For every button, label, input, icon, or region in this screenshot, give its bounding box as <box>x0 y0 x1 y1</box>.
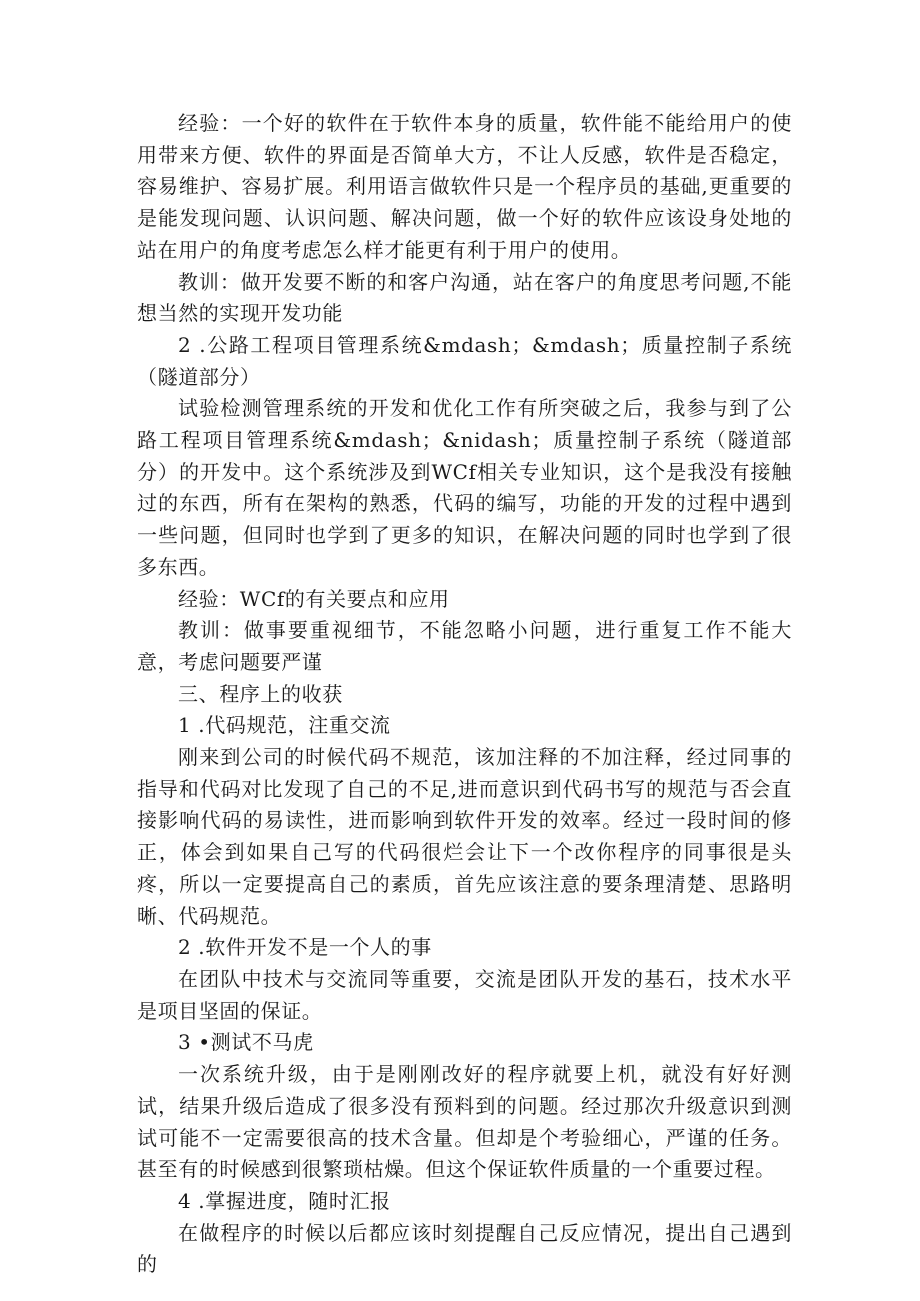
heading-programming-gains: 三、程序上的收获 <box>178 681 343 706</box>
paragraph-lesson-communication: 教训：做开发要不断的和客户沟通，站在客户的角度思考问题,不能想当然的实现开发功能 <box>137 269 792 326</box>
heading-highway-project-system: 2 .公路工程项目管理系统&mdash；&mdash；质量控制子系统（隧道部分） <box>137 332 792 389</box>
paragraph-lesson-details: 教训：做事要重视细节，不能忽略小问题，进行重复工作不能大意，考虑问题要严谨 <box>137 618 792 674</box>
paragraph-tunnel-subsystem: 试验检测管理系统的开发和优化工作有所突破之后，我参与到了公路工程项目管理系统&mdash；&nidash；质量控制子系统（隧道部分）的开发中。这个系统涉及到WCf相关专业知识，这个是我没有接触过的东西，所有在架构的熟悉，代码的编写，功能的开发的过程中遇到一些问题，但同时也学到了更多的知识，在解决问题的同时也学到了很多东西。 <box>137 396 792 579</box>
paragraph-code-standards: 刚来到公司的时候代码不规范，该加注释的不加注释，经过同事的指导和代码对比发现了自己的不足,进而意识到代码书写的规范与否会直接影响代码的易读性，进而影响到软件开发的效率。经过一段时间的修正，体会到如果自己写的代码很烂会让下一个改你程序的同事很是头疼，所以一定要提高自己的素质，首先应该注意的要条理清楚、思路明晰、代码规范。 <box>137 745 792 928</box>
heading-code-standards: 1 .代码规范，注重交流 <box>178 713 391 738</box>
heading-testing: 3 •测试不马虎 <box>178 1030 314 1055</box>
paragraph-experience-wcf: 经验：WCf的有关要点和应用 <box>178 586 450 611</box>
heading-progress-reporting: 4 .掌握进度，随时汇报 <box>178 1188 391 1213</box>
heading-teamwork: 2 .软件开发不是一个人的事 <box>178 935 432 960</box>
paragraph-teamwork: 在团队中技术与交流同等重要，交流是团队开发的基石，技术水平是项目坚固的保证。 <box>137 966 792 1023</box>
paragraph-progress-reporting: 在做程序的时候以后都应该时刻提醒自己反应情况，提出自己遇到的 <box>137 1220 792 1277</box>
paragraph-experience-software-quality: 经验：一个好的软件在于软件本身的质量，软件能不能给用户的使用带来方便、软件的界面是否简单大方，不让人反感，软件是否稳定，容易维护、容易扩展。利用语言做软件只是一个程序员的基础,更重要的是能发现问题、认识问题、解决问题，做一个好的软件应该设身处地的站在用户的角度考虑怎么样才能更有利于用户的使用。 <box>137 111 792 262</box>
paragraph-testing: 一次系统升级，由于是刚刚改好的程序就要上机，就没有好好测试，结果升级后造成了很多没有预料到的问题。经过那次升级意识到测试可能不一定需要很高的技术含量。但却是个考验细心，严谨的任务。甚至有的时候感到很繁琐枯燥。但这个保证软件质量的一个重要过程。 <box>137 1062 792 1182</box>
document-body <box>137 108 792 1281</box>
